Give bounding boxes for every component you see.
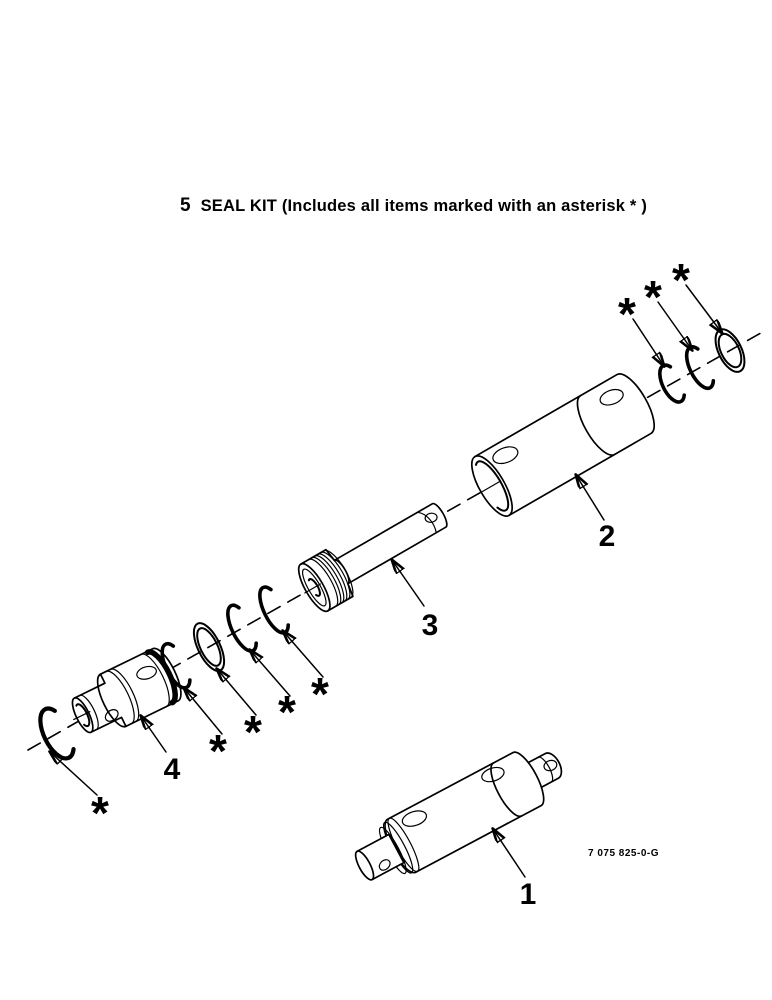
leader-callout-2 [576,475,604,520]
leader-seal-e [633,319,664,366]
asterisk-mark: * [209,725,227,777]
leader-seal-f [658,302,692,350]
leader-callout-4 [141,716,166,752]
leader-snap-ring [50,752,97,795]
asterisk-mark: * [244,706,262,758]
leader-callout-1 [493,829,525,877]
kit-item-number: 5 [180,195,191,216]
callout-1: 1 [519,878,537,911]
asterisk-mark: * [618,288,636,340]
kit-title-text: SEAL KIT (Includes all items marked with an asterisk * ) [200,197,648,215]
asterisk-mark: * [644,271,662,323]
asterisk-mark: * [91,787,109,839]
leader-callout-3 [392,560,424,606]
leader-seal-g [686,285,722,333]
asterisk-mark: * [311,668,329,720]
piston-rod-drawing [291,490,456,617]
asterisk-mark: * [672,254,690,306]
drawing-number: 7 075 825-0-G [588,848,659,859]
gland-part-drawing [61,644,187,745]
cylinder-assembly-drawing [346,736,573,895]
callout-2: 2 [598,520,616,553]
asterisk-mark: * [278,686,296,738]
cylinder-tube-drawing [461,368,662,523]
callout-4: 4 [163,753,181,786]
callout-3: 3 [421,609,439,642]
